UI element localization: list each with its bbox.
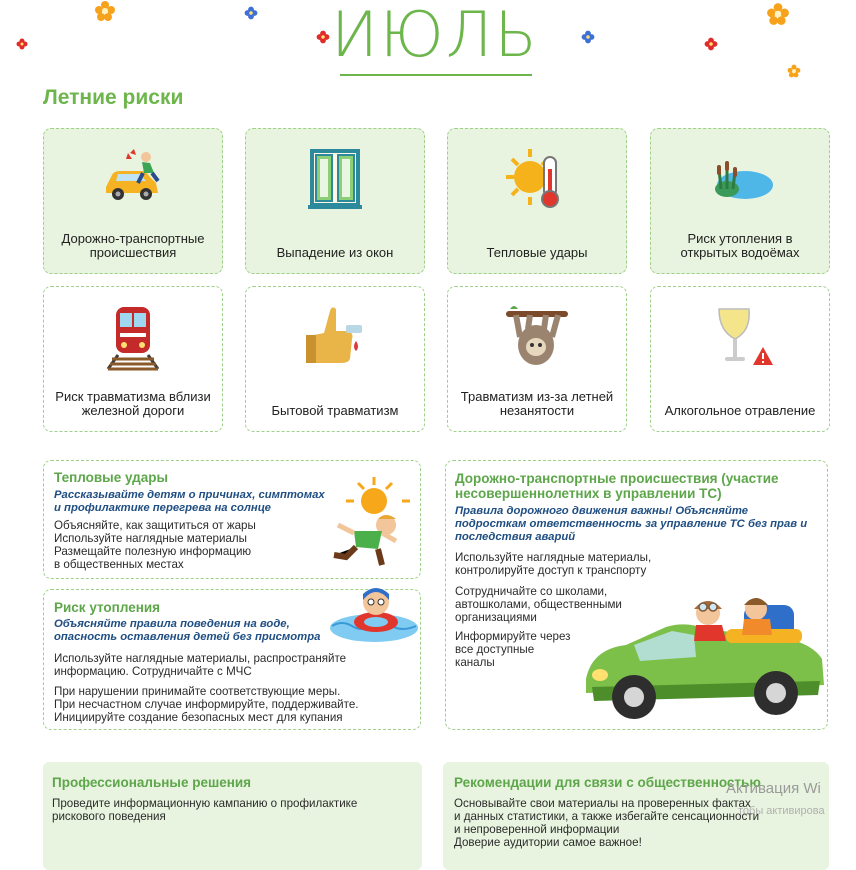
- orange-flower-icon: [766, 2, 790, 26]
- risk-card-label: Риск утопления в открытых водоёмах: [680, 231, 800, 260]
- risk-card-alcohol: [650, 286, 830, 432]
- section-title: Летние риски: [43, 86, 184, 109]
- traffic-panel-line: организациями: [455, 611, 537, 624]
- page-header: [0, 0, 856, 80]
- pr-line: Доверие аудитории самое важное!: [454, 836, 642, 849]
- drowning-panel: [43, 589, 421, 730]
- traffic-panel-emphasis: Правила дорожного движения важны! Объясняйте подросткам ответственность за управление ТС без прав и последствия аварий: [455, 505, 808, 543]
- heat-panel-line: Используйте наглядные материалы: [54, 532, 248, 545]
- heat-panel-line: Размещайте полезную информацию: [54, 545, 252, 558]
- pr-line: и данных статистики, а также избегайте сенсационности: [454, 810, 760, 823]
- windows-activation-watermark: Активация Wi: [726, 780, 821, 797]
- swimming-child-illustration: [328, 582, 420, 644]
- drowning-panel-line: При несчастном случае информируйте, поддерживайте.: [54, 698, 359, 711]
- risk-card-label: Риск травматизма вблизи железной дороги: [55, 389, 211, 418]
- drowning-panel-line: информацию. Сотрудничайте с МЧС: [54, 665, 252, 678]
- professional-line: рискового поведения: [52, 810, 166, 823]
- pr-line: и непроверенной информации: [454, 823, 620, 836]
- window-icon: [300, 143, 370, 213]
- finger-injury-icon: [300, 301, 370, 371]
- risk-card-railway: [43, 286, 223, 432]
- traffic-panel-line: каналы: [455, 656, 495, 669]
- traffic-panel-line: Информируйте через: [455, 630, 571, 643]
- red-flower-icon: [316, 30, 330, 44]
- title-underline: [340, 74, 532, 76]
- drowning-panel-emphasis: Объясняйте правила поведения на воде, опасность оставления детей без присмотра: [54, 618, 321, 643]
- car-accident-icon: [98, 143, 168, 213]
- pr-title: Рекомендации для связи с общественностью: [454, 775, 761, 790]
- traffic-panel-line: контролируйте доступ к транспорту: [455, 564, 647, 577]
- heat-panel-emphasis: Рассказывайте детям о причинах, симптомах и профилактике перегрева на солнце: [54, 489, 325, 514]
- red-flower-icon: [16, 38, 28, 50]
- heat-panel-line: в общественных местах: [54, 558, 184, 571]
- drowning-panel-line: Инициируйте создание безопасных мест для купания: [54, 711, 343, 724]
- risk-card-window: [245, 128, 425, 274]
- pr-line: Основывайте свои материалы на проверенных фактах: [454, 797, 751, 810]
- heat-panel-line: Объясняйте, как защититься от жары: [54, 519, 256, 532]
- drowning-panel-line: При нарушении принимайте соответствующие меры.: [54, 685, 341, 698]
- traffic-panel-title: Дорожно-транспортные происшествия (участие несовершеннолетних в управлении ТС): [455, 471, 779, 501]
- heat-panel-title: Тепловые удары: [54, 470, 168, 485]
- wine-glass-warning-icon: [705, 301, 775, 371]
- train-icon: [98, 301, 168, 371]
- sun-thermometer-icon: [502, 143, 572, 213]
- traffic-panel-line: Сотрудничайте со школами,: [455, 585, 608, 598]
- blue-flower-icon: [581, 30, 595, 44]
- professional-box: [43, 762, 422, 870]
- orange-flower-icon: [787, 64, 801, 78]
- blue-flower-icon: [244, 6, 258, 20]
- pond-icon: [705, 143, 775, 213]
- sloth-icon: [502, 301, 572, 371]
- risk-card-household: [245, 286, 425, 432]
- orange-flower-icon: [94, 0, 116, 22]
- risk-card-heat: [447, 128, 627, 274]
- risk-card-label: Дорожно-транспортные происшествия: [61, 231, 205, 260]
- professional-line: Проведите информационную кампанию о профилактике: [52, 797, 358, 810]
- risk-card-label: Бытовой травматизм: [271, 402, 399, 418]
- kids-in-car-illustration: [576, 589, 826, 729]
- risk-card-idleness: [447, 286, 627, 432]
- windows-activation-watermark-sub: тобы активирова: [738, 805, 825, 817]
- risk-card-label: Выпадение из окон: [276, 244, 394, 260]
- traffic-panel: [445, 460, 828, 730]
- drowning-panel-line: Используйте наглядные материалы, распространяйте: [54, 652, 347, 665]
- heat-panel: [43, 460, 421, 579]
- risk-card-traffic: [43, 128, 223, 274]
- risk-card-label: Травматизм из-за летней незанятости: [460, 389, 614, 418]
- drowning-panel-title: Риск утопления: [54, 600, 161, 615]
- red-flower-icon: [704, 37, 718, 51]
- traffic-panel-line: Используйте наглядные материалы,: [455, 551, 652, 564]
- professional-title: Профессиональные решения: [52, 775, 252, 790]
- risk-card-label: Алкогольное отравление: [664, 402, 816, 418]
- traffic-panel-line: автошколами, общественными: [455, 598, 622, 611]
- traffic-panel-line: все доступные: [455, 643, 535, 656]
- sunstroke-child-illustration: [312, 475, 416, 575]
- month-title: ИЮЛЬ: [331, 0, 539, 71]
- risk-card-label: Тепловые удары: [486, 244, 588, 260]
- risk-card-drowning: [650, 128, 830, 274]
